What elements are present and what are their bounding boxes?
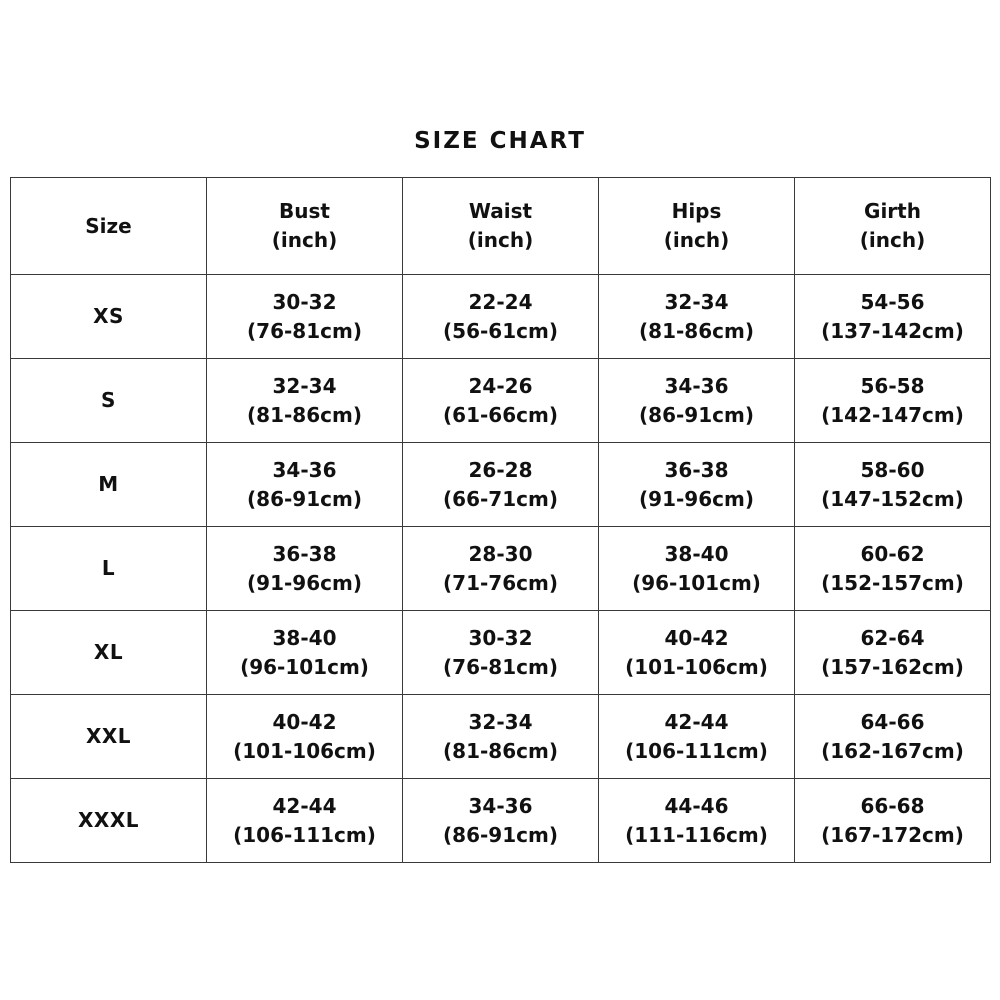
- cell-girth-cm: (167-172cm): [821, 822, 964, 847]
- column-header-size: [11, 178, 207, 275]
- cell-bust-cm: (81-86cm): [247, 402, 362, 427]
- cell-waist: [403, 527, 599, 611]
- table-row: [11, 611, 991, 695]
- cell-waist-cm: (61-66cm): [443, 402, 558, 427]
- cell-bust: [207, 611, 403, 695]
- cell-waist-inch: 24-26: [468, 373, 533, 398]
- cell-hips-cm: (101-106cm): [625, 654, 768, 679]
- cell-waist: [403, 359, 599, 443]
- cell-girth: [795, 359, 991, 443]
- cell-girth: [795, 695, 991, 779]
- cell-waist-inch: 22-24: [468, 289, 533, 314]
- cell-hips-cm: (96-101cm): [632, 570, 761, 595]
- size-chart-table-wrapper: [10, 177, 990, 863]
- cell-hips-cm: (81-86cm): [639, 318, 754, 343]
- cell-bust-cm: (86-91cm): [247, 486, 362, 511]
- cell-hips-inch: 34-36: [664, 373, 729, 398]
- cell-waist: [403, 779, 599, 863]
- cell-bust-inch: 30-32: [272, 289, 337, 314]
- table-header-row: [11, 178, 991, 275]
- cell-size: L: [11, 527, 207, 611]
- table-row: [11, 443, 991, 527]
- cell-bust-inch: 38-40: [272, 625, 337, 650]
- cell-size: XL: [11, 611, 207, 695]
- column-header-bust-label: Bust: [279, 199, 330, 223]
- cell-bust-cm: (106-111cm): [233, 822, 376, 847]
- cell-waist-cm: (71-76cm): [443, 570, 558, 595]
- cell-hips-cm: (111-116cm): [625, 822, 768, 847]
- cell-bust-cm: (91-96cm): [247, 570, 362, 595]
- cell-hips: [599, 443, 795, 527]
- cell-bust: [207, 443, 403, 527]
- table-row: [11, 695, 991, 779]
- cell-waist-cm: (56-61cm): [443, 318, 558, 343]
- cell-hips-inch: 38-40: [664, 541, 729, 566]
- column-header-girth: [795, 178, 991, 275]
- cell-hips-cm: (91-96cm): [639, 486, 754, 511]
- cell-bust-cm: (96-101cm): [240, 654, 369, 679]
- table-header: [11, 178, 991, 275]
- cell-hips: [599, 527, 795, 611]
- column-header-hips: [599, 178, 795, 275]
- cell-waist: [403, 443, 599, 527]
- cell-hips-inch: 44-46: [664, 793, 729, 818]
- cell-size: S: [11, 359, 207, 443]
- page-title: SIZE CHART: [414, 128, 586, 154]
- column-header-waist: [403, 178, 599, 275]
- cell-waist-inch: 28-30: [468, 541, 533, 566]
- table-row: [11, 275, 991, 359]
- column-header-hips-label: Hips: [671, 199, 722, 223]
- cell-girth: [795, 443, 991, 527]
- table-row: [11, 779, 991, 863]
- column-header-waist-unit: (inch): [467, 228, 534, 252]
- cell-waist: [403, 695, 599, 779]
- column-header-hips-unit: (inch): [663, 228, 730, 252]
- cell-bust: [207, 695, 403, 779]
- column-header-waist-label: Waist: [468, 199, 533, 223]
- cell-girth: [795, 275, 991, 359]
- cell-hips: [599, 779, 795, 863]
- cell-hips-inch: 40-42: [664, 625, 729, 650]
- cell-waist: [403, 275, 599, 359]
- cell-girth-inch: 56-58: [860, 373, 925, 398]
- cell-bust-inch: 42-44: [272, 793, 337, 818]
- cell-bust-cm: (76-81cm): [247, 318, 362, 343]
- cell-bust-inch: 32-34: [272, 373, 337, 398]
- column-header-bust: [207, 178, 403, 275]
- cell-waist-cm: (81-86cm): [443, 738, 558, 763]
- cell-girth-inch: 64-66: [860, 709, 925, 734]
- table-row: [11, 527, 991, 611]
- cell-girth: [795, 779, 991, 863]
- cell-hips: [599, 359, 795, 443]
- column-header-size-label: Size: [85, 213, 132, 238]
- cell-girth-cm: (157-162cm): [821, 654, 964, 679]
- cell-size: M: [11, 443, 207, 527]
- table-row: [11, 359, 991, 443]
- column-header-girth-unit: (inch): [859, 228, 926, 252]
- cell-hips: [599, 611, 795, 695]
- cell-bust: [207, 527, 403, 611]
- cell-bust-cm: (101-106cm): [233, 738, 376, 763]
- cell-hips-cm: (86-91cm): [639, 402, 754, 427]
- cell-girth-cm: (152-157cm): [821, 570, 964, 595]
- cell-hips: [599, 275, 795, 359]
- cell-waist-inch: 32-34: [468, 709, 533, 734]
- cell-bust: [207, 275, 403, 359]
- column-header-bust-unit: (inch): [271, 228, 338, 252]
- cell-girth-inch: 58-60: [860, 457, 925, 482]
- cell-girth-cm: (162-167cm): [821, 738, 964, 763]
- cell-girth-cm: (147-152cm): [821, 486, 964, 511]
- cell-waist-cm: (86-91cm): [443, 822, 558, 847]
- cell-waist-inch: 30-32: [468, 625, 533, 650]
- cell-size: XXL: [11, 695, 207, 779]
- cell-hips-inch: 36-38: [664, 457, 729, 482]
- cell-hips-inch: 32-34: [664, 289, 729, 314]
- cell-girth-cm: (137-142cm): [821, 318, 964, 343]
- cell-hips-inch: 42-44: [664, 709, 729, 734]
- cell-size: XS: [11, 275, 207, 359]
- cell-waist: [403, 611, 599, 695]
- cell-hips: [599, 695, 795, 779]
- cell-size: XXXL: [11, 779, 207, 863]
- cell-bust: [207, 779, 403, 863]
- cell-girth: [795, 611, 991, 695]
- cell-bust-inch: 36-38: [272, 541, 337, 566]
- table-body: [11, 275, 991, 863]
- cell-waist-cm: (66-71cm): [443, 486, 558, 511]
- column-header-girth-label: Girth: [864, 199, 921, 223]
- cell-waist-cm: (76-81cm): [443, 654, 558, 679]
- cell-girth-cm: (142-147cm): [821, 402, 964, 427]
- cell-girth-inch: 62-64: [860, 625, 925, 650]
- cell-girth-inch: 66-68: [860, 793, 925, 818]
- cell-girth: [795, 527, 991, 611]
- cell-bust-inch: 40-42: [272, 709, 337, 734]
- cell-girth-inch: 54-56: [860, 289, 925, 314]
- cell-hips-cm: (106-111cm): [625, 738, 768, 763]
- cell-girth-inch: 60-62: [860, 541, 925, 566]
- cell-bust: [207, 359, 403, 443]
- cell-waist-inch: 34-36: [468, 793, 533, 818]
- cell-waist-inch: 26-28: [468, 457, 533, 482]
- size-chart-table: [10, 177, 991, 863]
- cell-bust-inch: 34-36: [272, 457, 337, 482]
